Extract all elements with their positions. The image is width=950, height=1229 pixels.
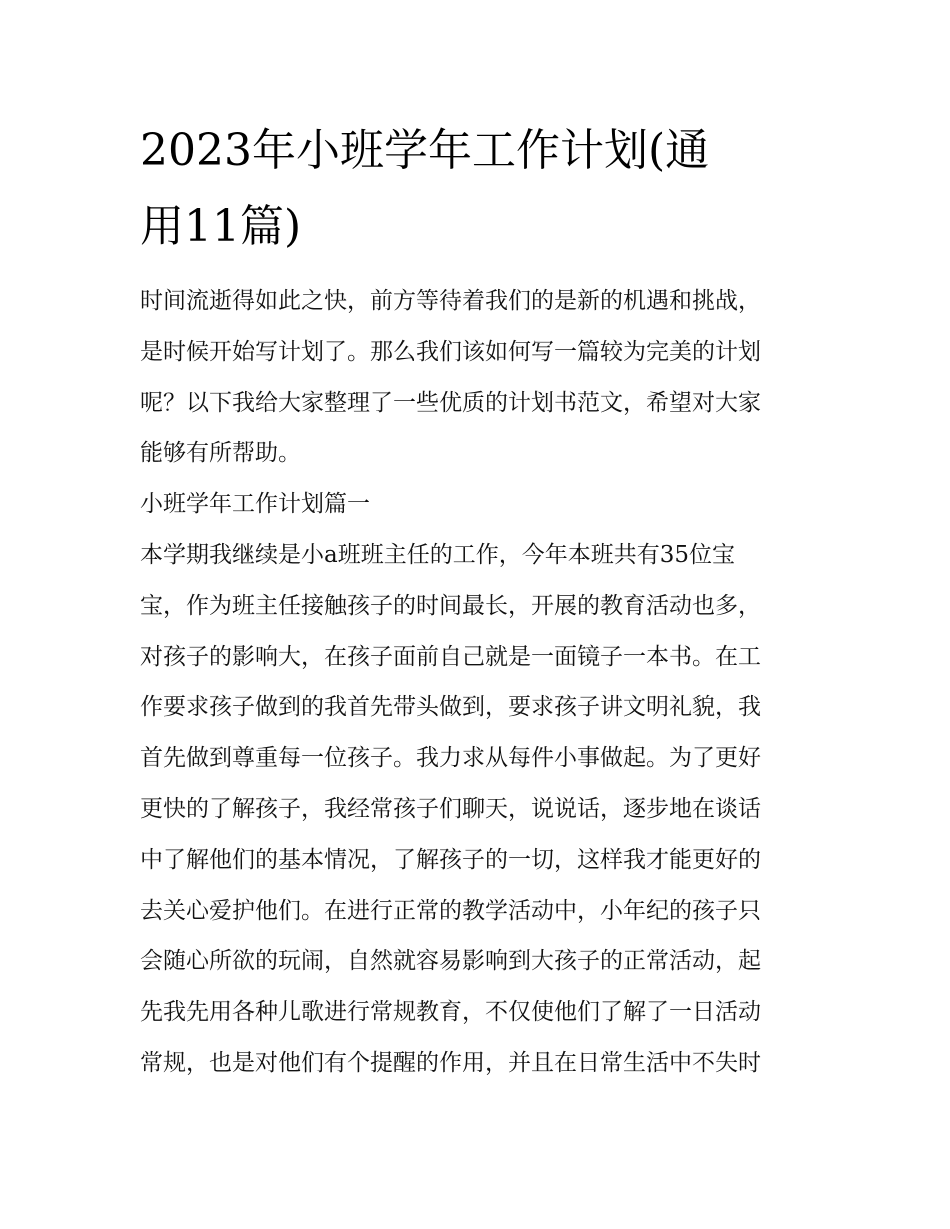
paragraph-line: 本学期我继续是小a班班主任的工作，今年本班共有35位宝	[140, 541, 735, 568]
intro-line: 呢？以下我给大家整理了一些优质的计划书范文，希望对大家	[140, 389, 761, 416]
intro-line: 是时候开始写计划了。那么我们该如何写一篇较为完美的计划	[140, 338, 761, 365]
paragraph-line: 作要求孩子做到的我首先带头做到，要求孩子讲文明礼貌，我	[140, 694, 761, 721]
intro-line: 时间流逝得如此之快，前方等待着我们的是新的机遇和挑战，	[140, 288, 761, 314]
title-line: 用11篇)	[140, 201, 302, 252]
intro-line: 能够有所帮助。	[140, 440, 301, 467]
document-body	[140, 276, 830, 1089]
section-heading: 小班学年工作计划篇一	[140, 491, 370, 518]
document-title	[140, 113, 820, 265]
paragraph-line: 先我先用各种儿歌进行常规教育，不仅使他们了解了一日活动	[140, 999, 761, 1026]
paragraph-line: 中了解他们的基本情况，了解孩子的一切，这样我才能更好的	[140, 846, 761, 873]
paragraph-line: 会随心所欲的玩闹，自然就容易影响到大孩子的正常活动，起	[140, 948, 761, 975]
paragraph-line: 首先做到尊重每一位孩子。我力求从每件小事做起。为了更好	[140, 745, 761, 772]
paragraph-line: 宝，作为班主任接触孩子的时间最长，开展的教育活动也多，	[140, 592, 761, 619]
paragraph-line: 对孩子的影响大，在孩子面前自己就是一面镜子一本书。在工	[140, 643, 761, 670]
title-line: 2023年小班学年工作计划(通	[140, 125, 710, 176]
paragraph-line: 去关心爱护他们。在进行正常的教学活动中，小年纪的孩子只	[140, 897, 761, 924]
paragraph-line: 常规，也是对他们有个提醒的作用，并且在日常生活中不失时	[140, 1049, 761, 1076]
paragraph-line: 更快的了解孩子，我经常孩子们聊天，说说话，逐步地在谈话	[140, 795, 761, 822]
